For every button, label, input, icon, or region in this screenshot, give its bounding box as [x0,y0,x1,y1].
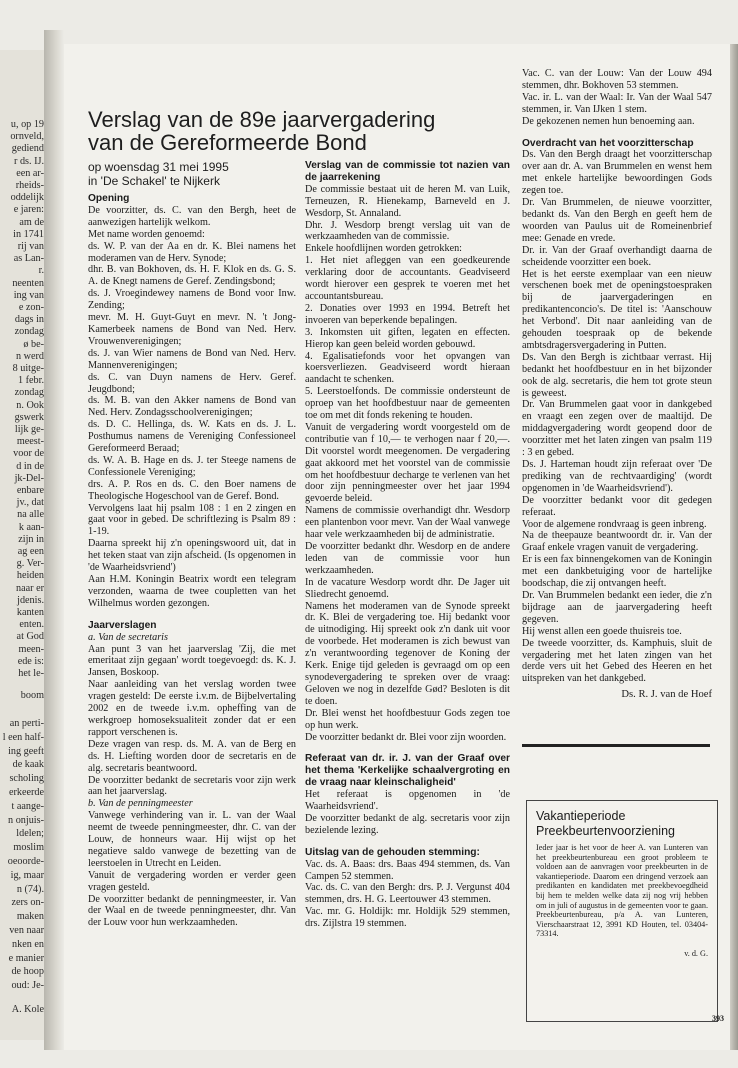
paragraph: Deze vragen van resp. ds. M. A. van de Berg en ds. H. Liefting worden door de secretaris en de alg. secretaris beantwoord. [88,738,296,774]
left-page-fragment: r. [38,265,44,277]
left-page-fragment: oud: Je- [11,980,44,992]
left-page-fragment: ing van [13,289,44,301]
page-number: 393 [712,1014,724,1023]
left-page-fragment: de hoop [11,966,44,978]
column-rule [522,744,710,747]
notice-title-line-1: Vakantieperiode [536,809,626,823]
left-page-fragment: moslim [13,842,44,854]
left-page-fragment: jv., dat [16,497,44,509]
left-page-fragment: n onjuis- [8,814,44,826]
left-page-fragment: boom [20,690,44,702]
left-page-fragment: zijn in [18,533,44,545]
left-page-fragment: de kaak [12,759,44,771]
page-edge [730,44,738,1050]
previous-page-strip [0,50,44,1040]
list-item: mevr. M. H. Guyt-Guyt en mevr. N. 't Jong-Kamerbeek namens de Bond van Ned. Herv. Vrouwenverenigingen; [88,312,296,347]
paragraph: Vanuit de vergadering wordt voorgesteld om de contributie van f 10,— te verhogen naar f 20,—. Dit voorstel wordt meegenomen. De vergadering gaat akkoord met het voorstel van de commissie om het hoofdbestuur decharge te verlenen van het door zijn penningmeester over het jaar 1994 gevoerde beleid. [305,421,510,505]
left-page-fragment: kanten [16,607,44,618]
notice-body: Ieder jaar is het voor de heer A. van Lunteren van het preekbeurtenbureau een groot probleem te voldoen aan de aanvragen voor preekbeurten in de vakantieperiode. Daarom een dringend verzoek aan predikanten en kandidaten met preekbevoegdheid bij hem te melden welke data zij nog vrij hebben om in juli of augustus in de gemeenten voor te gaan. Preekbeurtenbureau, p/a A. van Lunteren, Vierschaarstraat 12, 3991 KD Houten, tel. 03404-73314. [536,843,708,939]
left-page-fragment: e jaren: [13,204,44,216]
left-page-fragment: n (74). [16,883,44,895]
commissie-heading: Verslag van de commissie tot nazien van de jaarrekening [305,160,510,183]
left-page-fragment: ig, maar [10,869,44,881]
paragraph: Het referaat is opgenomen in 'de Waarheidsvriend'. [305,789,510,813]
left-page-fragment: gediend [11,143,44,155]
left-page-fragment: enbare [16,485,44,496]
vote-result: Vac. mr. G. Holdijk: mr. Holdijk 529 stemmen, drs. Zijlstra 19 stemmen. [305,906,510,930]
left-page-fragment: at God [16,631,44,643]
paragraph: Namens het moderamen van de Synode spreekt dr. K. Blei de vergadering toe. Hij bedankt voor de uitnodiging. Hij spreekt ook z'n dank uit voor de voorbede. Het moderamen is zich bewust van z'n verantwoording tegenover de Koning der Kerk. Enige tijd geleden is gevraagd om op een synodevergadering te spreken over de vraag: Geloven we nog in dezelfde Gød? Besloten is dit te doen. [305,600,510,707]
left-page-fragment: n. Ook [16,399,44,411]
left-page-fragment: in 1741 [13,228,44,240]
left-page-fragment: naar er [16,582,44,594]
left-page-fragment: gswerk [14,411,44,423]
list-item: 4. Egalisatiefonds voor het opvangen van koersverliezen. Geadviseerd wordt hieraan aandacht te schenken. [305,350,510,386]
notice-box [526,800,718,1022]
list-item: ds. W. P. van der Aa en dr. K. Blei namens het moderamen van de Herv. Synode; [88,240,296,264]
column-2 [305,160,510,930]
paragraph: Dr. Van Brummelen bedankt een ieder, die z'n bijdrage aan de jaarvergadering heeft gegeven. [522,589,712,625]
left-page-fragment: maken [16,911,44,923]
list-item: ds. W. A. B. Hage en ds. J. ter Steege namens de Confessionele Vereniging; [88,454,296,478]
paragraph: Daarna spreekt hij z'n openingswoord uit, dat in het teken staat van zijn afscheid. (Is opgenomen in 'de Waarheidsvriend') [88,538,296,574]
subtitle-line-2: in 'De Schakel' te Nijkerk [88,174,220,188]
left-page-fragment: erkeerde [8,787,44,798]
left-page-fragment: voor de [13,448,44,460]
left-page-fragment: heiden [16,570,44,582]
left-page-fragment: meen- [18,643,44,655]
paragraph: De voorzitter bedankt de penningmeester, ir. Van der Waal en de tweede penningmeester, dhr. Van der Louw voor hun werkzaamheden. [88,893,296,929]
paragraph: In de vacature Wesdorp wordt dhr. De Jager uit Sliedrecht genoemd. [305,576,510,600]
left-page-fragment: e manier [8,952,44,964]
left-page-fragment: ornveld, [10,131,44,143]
left-page-fragment: lijk ge- [14,424,44,435]
notice-title [536,809,708,839]
left-page-fragment: am de [19,216,44,228]
left-page-fragment: r ds. IJ. [14,155,44,167]
left-page-fragment: rheids- [15,180,44,191]
referaat-heading: Referaat van dr. ir. J. van der Graaf over het thema 'Kerkelijke schaalvergroting en de vraag naar kleinschaligheid' [305,753,510,789]
left-page-fragment: k aan- [18,521,44,533]
notice-signature: v. d. G. [684,948,708,958]
paragraph: Aan punt 3 van het jaarverslag 'Zij, die met emeritaat zijn gegaan' wordt toegevoegd: ds. K. J. Jansen, Boskoop. [88,643,296,679]
subheading-penningmeester: b. Van de penningmeester [88,798,193,810]
list-item: 5. Leerstoelfonds. De commissie ondersteunt de oproep van het hoofdbestuur naar de gemeenten toe om met dit fonds rekening te houden. [305,386,510,422]
left-page-fragment: as Lan- [13,253,44,265]
vote-result: Vac. C. van der Louw: Van der Louw 494 stemmen, dhr. Bokhoven 53 stemmen. [522,68,712,91]
left-page-fragment: ldelen; [16,828,44,840]
list-item: ds. J. Vroegindewey namens de Bond voor Inw. Zending; [88,288,296,312]
paragraph: De voorzitter bedankt dr. Blei voor zijn woorden. [305,731,507,743]
paragraph: Dr. Van Brummelen gaat voor in dankgebed en vraagt een zegen over de maaltijd. De middagvergadering wordt geopend door de voorzitter met het laten zingen van psalm 119 : 3 en gebed. [522,399,712,459]
paragraph: Ds. J. Harteman houdt zijn referaat over 'De prediking van de rechtvaardiging' (wordt opgenomen in 'de Waarheidsvriend'). [522,459,712,494]
paragraph: Vervolgens laat hij psalm 108 : 1 en 2 zingen en gaat voor in gebed. De schriftlezing is Psalm 89 : 1-19. [88,502,296,538]
left-page-fragment: g. Ver- [16,558,44,570]
left-page-fragment: rij van [17,241,44,252]
vote-result: Vac. ir. L. van der Waal: Ir. Van der Waal 547 stemmen, ir. Van IJken 1 stem. [522,91,712,115]
paragraph: De voorzitter bedankt dhr. Wesdorp en de andere leden van de commissie voor hun werkzaamheden. [305,541,510,576]
left-page-fragment: 1 febr. [17,375,44,387]
left-page-fragment: an perti- [9,718,44,729]
title-line-2: van de Gereformeerde Bond [88,130,367,155]
left-page-fragment: ven naar [9,925,44,936]
left-page-fragment: na alle [17,509,44,521]
binding-gutter [44,30,64,1050]
opening-heading: Opening [88,193,130,204]
notice-title-line-2: Preekbeurtenvoorziening [536,824,675,838]
list-item: 1. Het niet afleggen van een goedkeurende verklaring door de accountants. Geadviseerd wordt hierover een gesprek te voeren met het accountantsbureau. [305,255,510,302]
left-page-fragment: n werd [15,350,44,362]
paragraph: Dr. Van Brummelen, de nieuwe voorzitter, bedankt ds. Van den Bergh en geeft hem de woorden van Paulus uit de Romeinenbrief mee: Genade en vrede. [522,197,712,244]
title-line-1: Verslag van de 89e jaarvergadering [88,107,436,132]
paragraph: De voorzitter, ds. C. van den Bergh, heet de aanwezigen hartelijk welkom. [88,204,296,228]
list-item: ds. M. B. van den Akker namens de Bond van Ned. Herv. Zondagsschoolverenigingen; [88,395,296,419]
paragraph: Dr. ir. Van der Graaf overhandigt daarna de scheidende voorzitter een boek. [522,244,712,268]
left-page-fragment: u, op 19 [10,119,44,130]
left-page-fragment: neenten [12,277,44,289]
paragraph: Vanwege verhindering van ir. L. van der Waal neemt de tweede penningmeester, dhr. C. van der Louw, de honneurs waar. Hij wijst op het negatieve saldo vanwege de bezetting van de leerstoelen in Utrecht en Leiden. [88,810,296,869]
paragraph: De voorzitter bedankt de alg. secretaris voor zijn bezielende lezing. [305,812,510,836]
left-page-fragment: meest- [16,436,44,448]
left-page-fragment: ag een [17,546,44,557]
paragraph: Enkele hoofdlijnen worden getrokken: [305,243,463,255]
list-item: ds. D. C. Hellinga, ds. W. Kats en ds. J. L. Posthumus namens de Vereniging Confessioneel Gereformeerd Beraad; [88,419,296,455]
left-page-fragment: oddelijk [10,192,44,204]
paragraph: Namens de commissie overhandigt dhr. Wesdorp een plantenbon voor mevr. Van der Waal vanwege haar vele werkzaamheden bij de administratie. [305,505,510,541]
paragraph: Hij wenst allen een goede thuisreis toe. [522,625,682,637]
left-page-fragment: het le- [18,668,44,679]
column-1 [88,193,296,929]
left-page-fragment: oeoorde- [7,856,44,867]
left-page-fragment: t aange- [11,800,44,812]
article-title [88,108,435,154]
left-page-fragment: nken en [12,938,44,950]
list-item: ds. J. van Wier namens de Bond van Ned. Herv. Mannenverenigingen; [88,347,296,371]
left-page-fragment: ede is: [17,655,44,667]
left-page-fragment: A. Kole [11,1004,44,1015]
overdracht-heading: Overdracht van het voorzitterschap [522,137,694,149]
paragraph: De commissie bestaat uit de heren M. van Luik, Terneuzen, R. Hienekamp, Barneveld en J. Wesdorp, St. Annaland. [305,183,510,219]
left-page-fragment: jk-Del- [14,472,44,484]
list-item: ds. C. van Duyn namens de Herv. Geref. Jeugdbond; [88,371,296,395]
paragraph: Dr. Blei wenst het hoofdbestuur Gods zegen toe op hun werk. [305,707,510,731]
paragraph: Ds. Van den Bergh is zichtbaar verrast. Hij bedankt het hoofdbestuur en in het bijzonder ook de alg. secretaris, die hem tot grote steun is geweest. [522,351,712,399]
article-subtitle [88,160,229,188]
left-page-fragment: scholing [9,773,44,785]
left-page-fragment: e zon- [18,302,44,313]
paragraph: Na de theepauze beantwoordt dr. ir. Van der Graaf enkele vragen vanuit de vergadering. [522,530,712,554]
paragraph: De tweede voorzitter, ds. Kamphuis, sluit de vergadering met het laten zingen van het derde vers uit het Gebed des Heeren en het uitspreken van het dankgebed. [522,637,712,685]
stemming-heading: Uitslag van de gehouden stemming: [305,846,480,858]
paragraph: Het is het eerste exemplaar van een nieuw verschenen boek met de openingstoespraken bij de jaarvergaderingen en predikantenconcio's. De titel is: 'Aanschouw het Verbond'. Dit naar aanleiding van de gehouden toespraak op de bekende ambtsdragersvergadering in Putten. [522,268,712,351]
paragraph: Er is een fax binnengekomen van de Koningin met een dankbetuiging voor de hartelijke boodschap, die zij ontvangen heeft. [522,554,712,590]
left-page-fragment: zondag [14,326,44,338]
left-page-fragment: jdenis. [17,594,44,606]
left-page-fragment: dags in [14,314,44,326]
paragraph: Met name worden genoemd: [88,228,205,240]
vote-result: Vac. ds. C. van den Bergh: drs. P. J. Vergunst 404 stemmen, drs. H. G. Leertouwer 43 stemmen. [305,882,510,906]
paragraph: Ds. Van den Bergh draagt het voorzitterschap over aan dr. A. van Brummelen en wenst hem met enkele hartelijke bewoordingen Gods zegen toe. [522,149,712,197]
column-3 [522,68,712,701]
left-page-fragment: l een half- [2,731,44,743]
paragraph: Vanuit de vergadering worden er verder geen vragen gesteld. [88,869,296,893]
paragraph: De voorzitter bedankt voor dit gedegen referaat. [522,494,712,518]
list-item: drs. A. P. Ros en ds. C. den Boer namens de Theologische Hogeschool van de Geref. Bond. [88,478,296,502]
paragraph: Dhr. J. Wesdorp brengt verslag uit van de werkzaamheden van de commissie. [305,219,510,243]
left-page-fragment: d in de [16,460,44,472]
paragraph: Aan H.M. Koningin Beatrix wordt een telegram verzonden, waarna de twee coupletten van het Wilhelmus worden gezongen. [88,574,296,609]
left-page-fragment: 8 uitge- [12,363,44,374]
left-page-fragment: zondag [14,387,44,399]
author-signature: Ds. R. J. van de Hoef [621,689,712,701]
left-page-fragment: zers on- [11,897,44,909]
paragraph: De voorzitter bedankt de secretaris voor zijn werk aan het jaarverslag. [88,774,296,798]
list-item: 2. Donaties over 1993 en 1994. Betreft het invoeren van beperkende bepalingen. [305,302,510,326]
left-page-fragment: een ar- [16,167,44,179]
list-item: dhr. B. van Bokhoven, ds. H. F. Klok en ds. G. S. A. de Knegt namens de Geref. Zendingsbond; [88,264,296,288]
paragraph: Naar aanleiding van het verslag worden twee vragen gesteld: De eerste i.v.m. de Bijbelvertaling 2002 en de tweede i.v.m. opheffing van de werkgroep homoseksualiteit zonder dat er een rapport verschenen is. [88,679,296,738]
vote-result: Vac. ds. A. Baas: drs. Baas 494 stemmen, ds. Van Campen 52 stemmen. [305,858,510,882]
paragraph: Voor de algemene rondvraag is geen inbreng. [522,518,707,530]
subheading-secretaris: a. Van de secretaris [88,631,168,643]
jaarverslagen-heading: Jaarverslagen [88,619,157,631]
subtitle-line-1: op woensdag 31 mei 1995 [88,160,229,174]
left-page-fragment: ing geeft [8,745,44,757]
paragraph: De gekozenen nemen hun benoeming aan. [522,115,695,127]
left-page-fragment: ø be- [23,338,44,350]
list-item: 3. Inkomsten uit giften, legaten en effecten. Hierop kan geen beleid worden gebouwd. [305,326,510,350]
left-page-fragment: enten. [19,619,44,631]
